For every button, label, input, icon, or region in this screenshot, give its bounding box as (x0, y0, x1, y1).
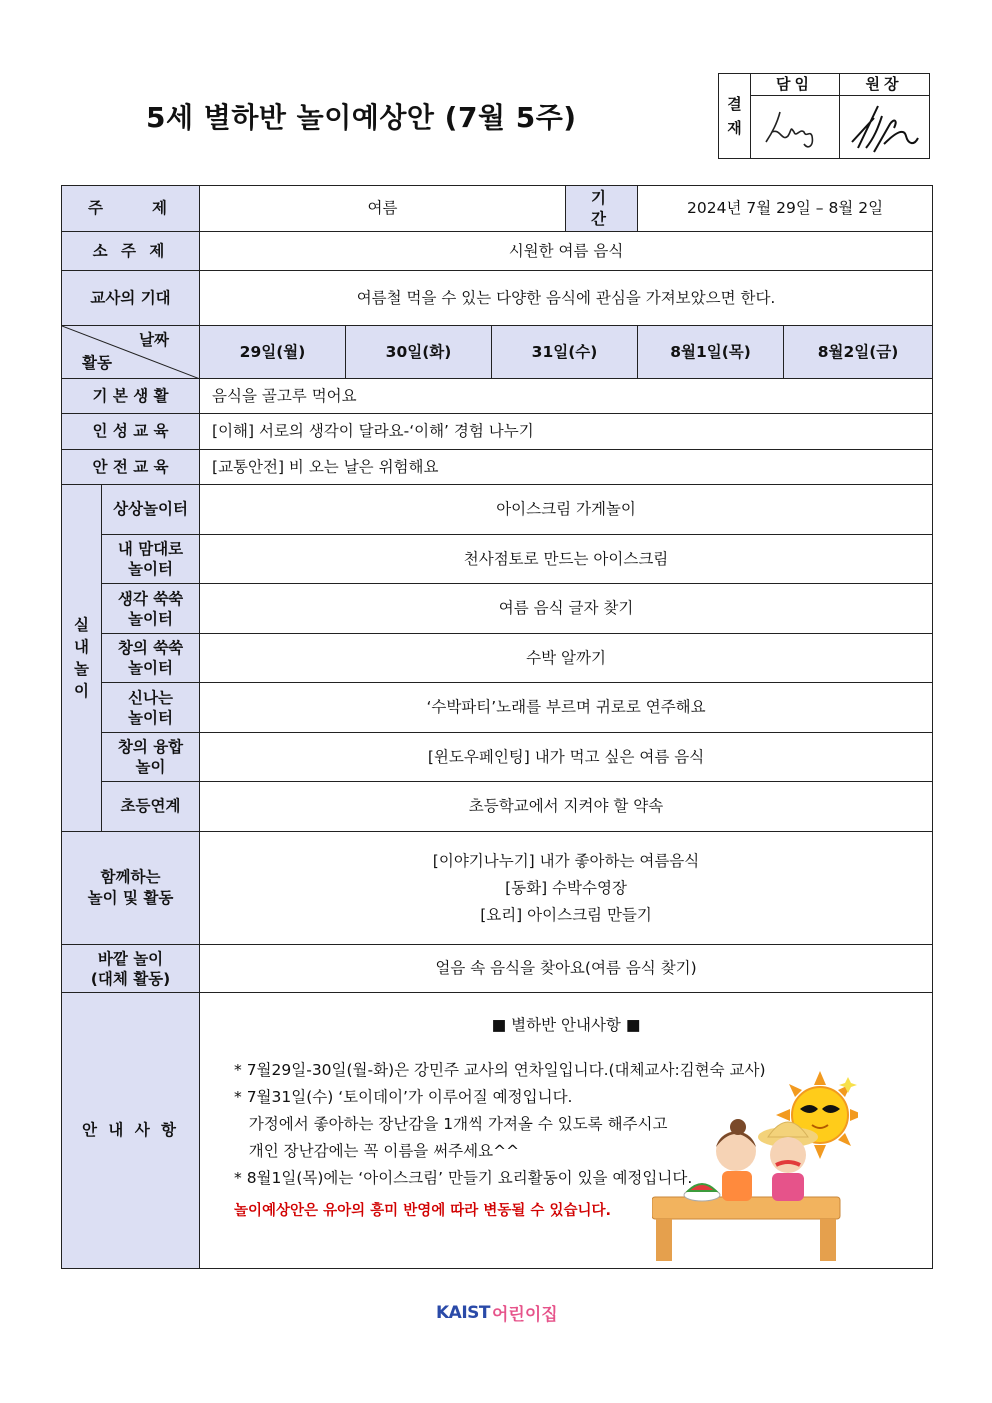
row-dates (62, 326, 933, 379)
notice-content (200, 993, 933, 1269)
indoor-label-5a: 신나는 (128, 688, 173, 707)
indoor-label-5 (102, 683, 200, 733)
row-basic-life (62, 379, 933, 414)
indoor-value-1: 아이스크림 가게놀이 (200, 485, 933, 535)
subtopic-label: 소 주 제 (62, 232, 200, 271)
indoor-value-5: ‘수박파티’노래를 부르며 귀로로 연주해요 (200, 683, 933, 733)
outdoor-label-b: (대체 활동) (90, 969, 171, 988)
indoor-char-4: 이 (74, 682, 89, 700)
indoor-label-3b: 놀이터 (128, 609, 173, 628)
indoor-row-6 (62, 733, 933, 782)
approval-box (718, 73, 930, 159)
topic-label: 주 제 (62, 186, 200, 232)
row-character (62, 414, 933, 450)
indoor-label-4 (102, 634, 200, 683)
notice-line-2: * 7월31일(수) ‘토이데이’가 이루어질 예정입니다. (234, 1088, 573, 1106)
together-label (62, 832, 200, 945)
notice-line-3: 가정에서 좋아하는 장난감을 1개씩 가져올 수 있도록 해주시고 (234, 1115, 668, 1133)
day-4: 8월1일(목) (638, 326, 784, 379)
row-notice (62, 993, 933, 1269)
character-label: 인 성 교 육 (62, 414, 200, 450)
indoor-label-2 (102, 535, 200, 584)
indoor-value-6: [윈도우페인팅] 내가 먹고 싶은 여름 음식 (200, 733, 933, 782)
notice-line-4: 개인 장난감에는 꼭 이름을 써주세요^^ (234, 1142, 520, 1160)
day-2: 30일(화) (346, 326, 492, 379)
director-signature (839, 96, 929, 158)
indoor-char-2: 내 (74, 638, 89, 656)
indoor-row-5 (62, 683, 933, 733)
indoor-label-7: 초등연계 (102, 782, 200, 832)
approval-col-teacher (750, 74, 840, 158)
approval-teacher-header: 담임 (750, 74, 839, 96)
indoor-label-6b: 놀이 (135, 758, 166, 776)
together-label-a: 함께하는 (100, 868, 161, 886)
indoor-char-3: 놀 (74, 660, 89, 678)
day-1: 29일(월) (200, 326, 346, 379)
notice-label: 안 내 사 항 (62, 993, 200, 1269)
day-3: 31일(수) (492, 326, 638, 379)
indoor-row-2 (62, 535, 933, 584)
together-value (200, 832, 933, 945)
plan-table (61, 185, 933, 1269)
diag-date-label: 날짜 (139, 331, 170, 349)
expectation-value: 여름철 먹을 수 있는 다양한 음식에 관심을 가져보았으면 한다. (200, 271, 933, 326)
approval-side-top: 결 (727, 95, 742, 113)
kaist-kindergarten-logo (436, 1300, 558, 1325)
approval-side-bottom: 재 (727, 119, 742, 137)
indoor-value-7: 초등학교에서 지켜야 할 약속 (200, 782, 933, 832)
indoor-value-2: 천사점토로 만드는 아이스크림 (200, 535, 933, 584)
row-subtopic (62, 232, 933, 271)
notice-line-1: * 7월29일-30일(월-화)은 강민주 교사의 연차일입니다.(대체교사:김현숙 교사) (234, 1061, 766, 1079)
outdoor-label (62, 945, 200, 993)
indoor-label-3 (102, 584, 200, 634)
indoor-label-3a: 생각 쑥쑥 (117, 589, 184, 608)
notice-warning: 놀이예상안은 유아의 흥미 반영에 따라 변동될 수 있습니다. (234, 1203, 612, 1219)
period-value: 2024년 7월 29일 – 8월 2일 (638, 186, 933, 232)
character-value: [이해] 서로의 생각이 달라요-‘이해’ 경험 나누기 (200, 414, 933, 450)
row-topic (62, 186, 933, 232)
basic-life-label: 기 본 생 활 (62, 379, 200, 414)
summer-kids-illustration (652, 1067, 858, 1267)
row-expectation (62, 271, 933, 326)
together-item-1: [이야기나누기] 내가 좋아하는 여름음식 (432, 851, 700, 870)
indoor-label-2b: 놀이터 (128, 560, 173, 578)
logo-kaist-text: KAIST (436, 1302, 490, 1323)
together-item-2: [동화] 수박수영장 (505, 878, 627, 897)
indoor-value-3: 여름 음식 글자 찾기 (200, 584, 933, 634)
logo-kindergarten-text: 어린이집 (492, 1305, 558, 1325)
outdoor-label-a: 바깥 놀이 (97, 949, 164, 968)
teacher-signature (750, 96, 839, 158)
approval-side-label (719, 74, 751, 158)
indoor-row-7 (62, 782, 933, 832)
basic-life-value: 음식을 골고루 먹어요 (200, 379, 933, 414)
row-together (62, 832, 933, 945)
indoor-char-1: 실 (74, 616, 89, 634)
topic-value: 여름 (200, 186, 566, 232)
page-title: 5세 별하반 놀이예상안 (7월 5주) (146, 101, 577, 134)
indoor-label-1: 상상놀이터 (102, 485, 200, 535)
indoor-label-6 (102, 733, 200, 782)
expectation-label: 교사의 기대 (62, 271, 200, 326)
day-5: 8월2일(금) (784, 326, 933, 379)
indoor-label-5b: 놀이터 (128, 708, 173, 727)
together-label-b: 놀이 및 활동 (87, 889, 174, 907)
approval-director-header: 원장 (839, 74, 929, 96)
indoor-row-4 (62, 634, 933, 683)
subtopic-value: 시원한 여름 음식 (200, 232, 933, 271)
approval-col-director (839, 74, 929, 158)
outdoor-value: 얼음 속 음식을 찾아요(여름 음식 찾기) (200, 945, 933, 993)
safety-value: [교통안전] 비 오는 날은 위험해요 (200, 450, 933, 485)
row-safety (62, 450, 933, 485)
indoor-row-3 (62, 584, 933, 634)
row-outdoor (62, 945, 933, 993)
indoor-label-4a: 창의 쑥쑥 (117, 639, 184, 657)
date-activity-header (62, 326, 200, 379)
indoor-row-1 (62, 485, 933, 535)
indoor-label-6a: 창의 융합 (117, 738, 184, 756)
notice-heading: ■ 별하반 안내사항 ■ (491, 1016, 641, 1034)
notice-line-5: * 8월1일(목)에는 ‘아이스크림’ 만들기 요리활동이 있을 예정입니다. (234, 1169, 693, 1187)
indoor-label-4b: 놀이터 (128, 659, 173, 677)
diag-activity-label: 활동 (82, 354, 112, 372)
indoor-group-label (62, 485, 102, 832)
period-label: 기 간 (566, 186, 638, 232)
indoor-value-4: 수박 알까기 (200, 634, 933, 683)
safety-label: 안 전 교 육 (62, 450, 200, 485)
indoor-label-2a: 내 맘대로 (117, 540, 184, 558)
together-item-3: [요리] 아이스크림 만들기 (480, 905, 652, 924)
